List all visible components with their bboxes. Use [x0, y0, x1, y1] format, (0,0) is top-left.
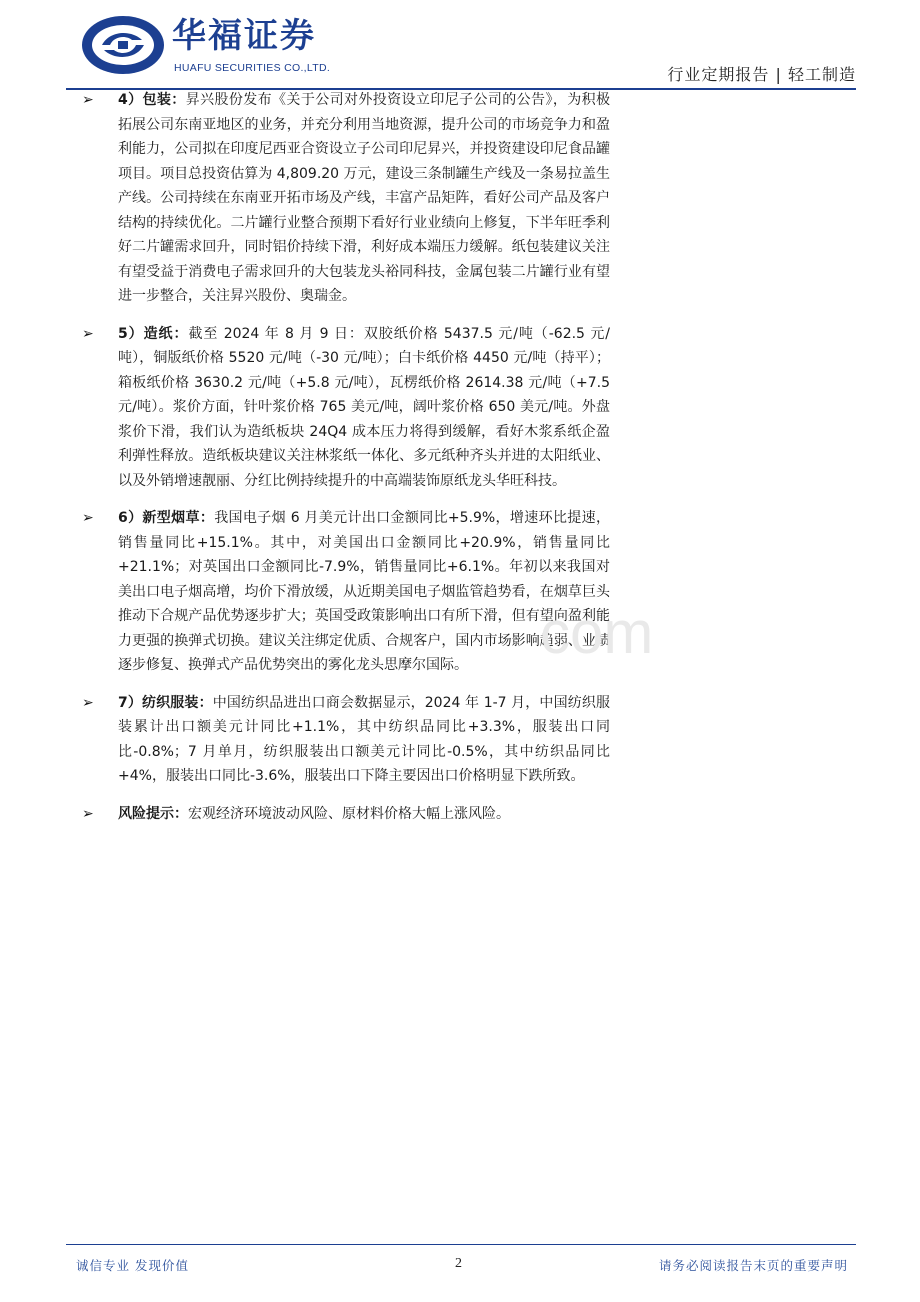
bullet-risk-warning — [80, 802, 610, 827]
bullet-text: 宏观经济环境波动风险、原材料价格大幅上涨风险。 — [188, 805, 510, 822]
bullet-textile-apparel — [80, 691, 610, 789]
watermark: com — [540, 599, 654, 666]
bullet-title: 5）造纸： — [118, 325, 189, 342]
bullet-title: 6）新型烟草： — [118, 510, 215, 526]
huafu-logo-icon — [80, 14, 166, 76]
arrow-bullet-icon: ➢ — [82, 805, 94, 822]
bullet-text: 截至 2024 年 8 月 9 日：双胶纸价格 5437.5 元/吨（-62.5 元/吨），铜版纸价格 5520 元/吨（-30 元/吨）；白卡纸价格 4450 元/吨（持平）；箱板纸价格 3630.2 元/吨（+5.8 元/吨），瓦楞纸价格 2614.38 元/吨（+7.5 元/吨）。浆价方面，针叶浆价格 765 美元/吨，阔叶浆价格 650 美元/吨。外盘浆价下滑，我们认为造纸板块 24Q4 成本压力将得到缓解，看好木浆系纸企盈利弹性释放。造纸板块建议关注林浆纸一体化、多元纸种齐头并进的太阳纸业、以及外销增速靓丽、分红比例持续提升的中高端装饰原纸龙头华旺科技。 — [118, 325, 610, 489]
company-name-cn: 华福证券 — [172, 16, 316, 56]
company-name-en: HUAFU SECURITIES CO.,LTD. — [174, 62, 331, 74]
arrow-bullet-icon: ➢ — [82, 325, 94, 342]
bullet-text: 中国纺织品进出口商会数据显示，2024 年 1-7 月，中国纺织服装累计出口额美元计同比+1.1%，其中纺织品同比+3.3%，服装出口同比-0.8%；7 月单月，纺织服装出口额美元计同比-0.5%，其中纺织品同比+4%，服装出口同比-3.6%，服装出口下降主要因出口价格明显下跌所致。 — [118, 694, 610, 784]
page-number: 2 — [455, 1256, 462, 1271]
page-header — [0, 0, 920, 92]
footer-slogan: 诚信专业 发现价值 — [76, 1258, 189, 1273]
bullet-new-tobacco — [80, 506, 610, 678]
bullet-title: 4）包装： — [118, 92, 186, 108]
bullet-packaging — [80, 88, 610, 309]
bullet-text: 我国电子烟 6 月美元计出口金额同比+5.9%，增速环比提速，销售量同比+15.1%。其中，对美国出口金额同比+20.9%，销售量同比+21.1%；对英国出口金额同比-7.9%，销售量同比+6.1%。年初以来我国对美出口电子烟高增，均价下滑放缓，从近期美国电子烟监管趋势看，在烟草巨头推动下合规产品优势逐步扩大；英国受政策影响出口有所下滑，但有望向盈利能力更强的换弹式切换。建议关注绑定优质、合规客户，国内市场影响趋弱、业绩逐步修复、换弹式产品优势突出的雾化龙头思摩尔国际。 — [118, 510, 610, 673]
footer-divider — [66, 1244, 856, 1245]
bullet-papermaking — [80, 322, 610, 494]
bullet-text: 昇兴股份发布《关于公司对外投资设立印尼子公司的公告》，为积极拓展公司东南亚地区的业务，并充分利用当地资源，提升公司的市场竞争力和盈利能力，公司拟在印度尼西亚合资设立子公司印尼昇兴，并投资建设印尼食品罐项目。项目总投资估算为 4,809.20 万元，建设三条制罐生产线及一条易拉盖生产线。公司持续在东南亚开拓市场及产线，丰富产品矩阵，看好公司产品及客户结构的持续优化。二片罐行业整合预期下看好行业业绩向上修复，下半年旺季利好二片罐需求回升，同时铝价持续下滑，利好成本端压力缓解。纸包装建议关注有望受益于消费电子需求回升的大包装龙头裕同科技，金属包装二片罐行业有望进一步整合，关注昇兴股份、奥瑞金。 — [118, 92, 611, 304]
report-body — [80, 88, 610, 839]
bullet-title: 风险提示： — [118, 805, 188, 822]
footer-disclaimer: 请务必阅读报告末页的重要声明 — [658, 1258, 848, 1273]
bullet-title: 7）纺织服装： — [118, 694, 213, 711]
arrow-bullet-icon: ➢ — [82, 510, 94, 526]
arrow-bullet-icon: ➢ — [82, 92, 94, 108]
report-type-label: 行业定期报告 | 轻工制造 — [667, 65, 856, 84]
arrow-bullet-icon: ➢ — [82, 694, 94, 711]
